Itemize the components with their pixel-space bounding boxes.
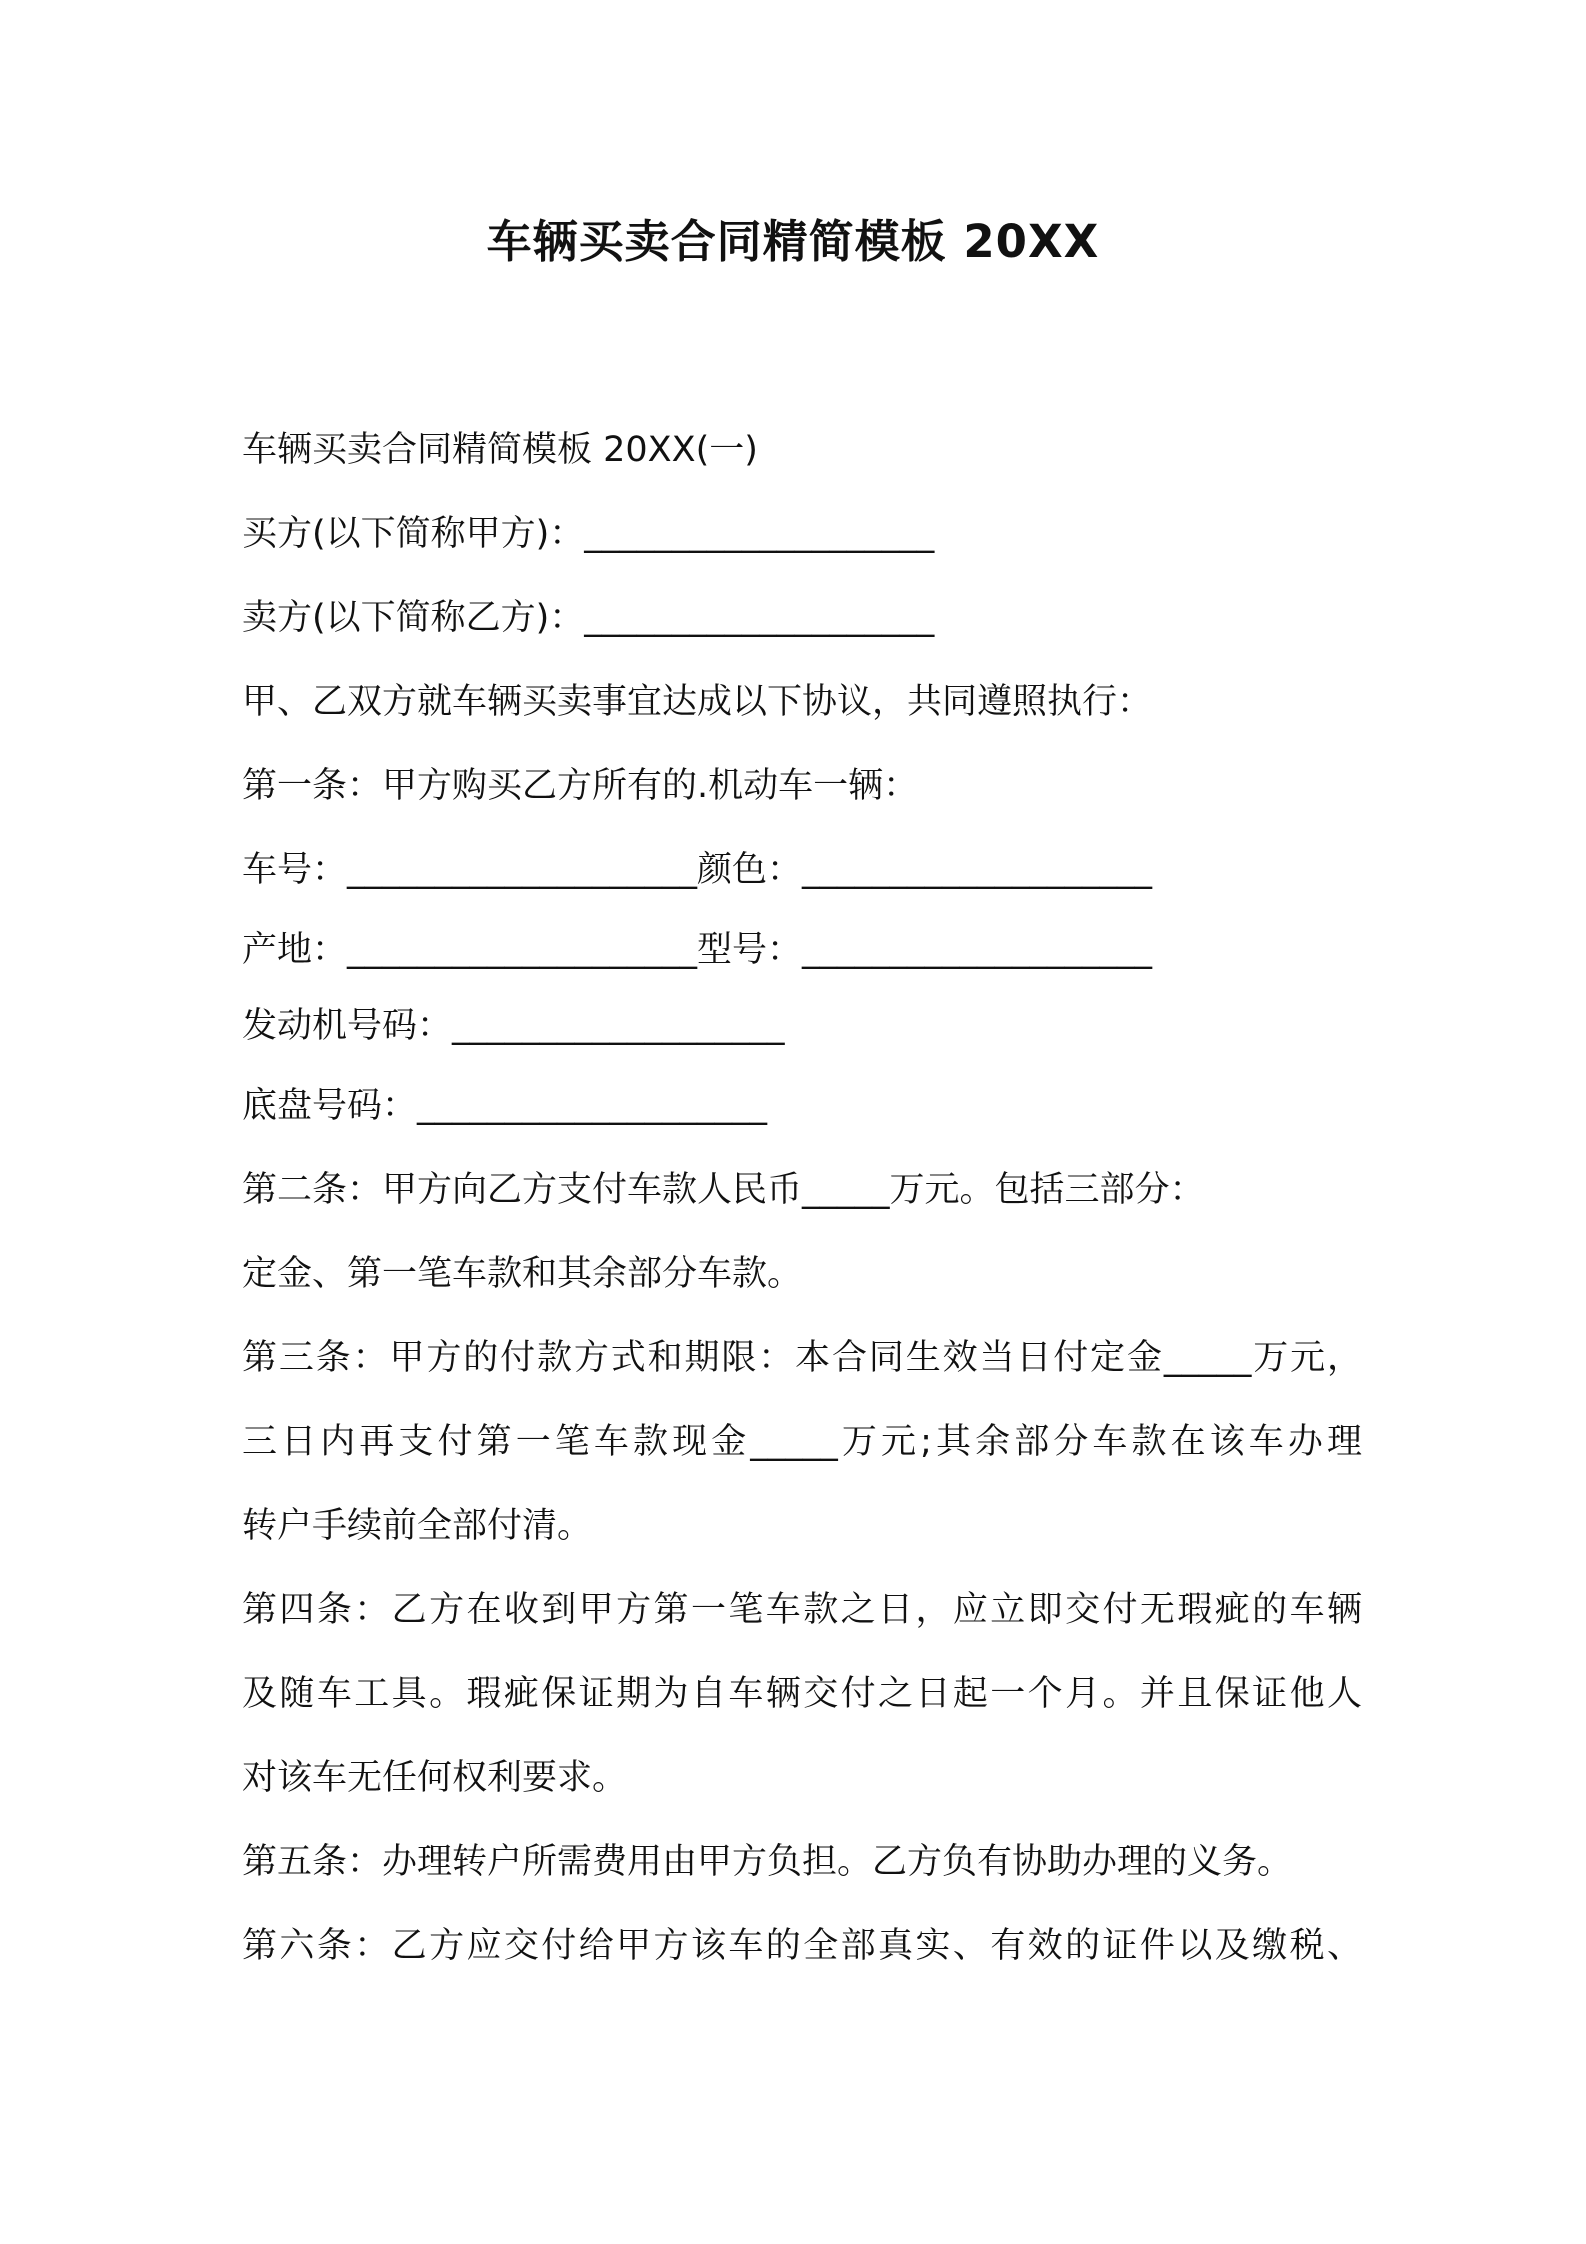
buyer-line: 买方(以下简称甲方)：____________________: [242, 514, 935, 554]
engine-number-line: 发动机号码：___________________: [242, 1006, 785, 1046]
plate-color-line: 车号：____________________颜色：____________________: [242, 850, 1153, 890]
article-5-line: 第五条：办理转户所需费用由甲方负担。乙方负有协助办理的义务。: [242, 1842, 1293, 1882]
article-3-line-3: 转户手续前全部付清。: [242, 1506, 593, 1546]
contract-body: [242, 408, 1362, 1988]
chassis-number-line: 底盘号码：____________________: [242, 1086, 768, 1126]
article-4-line-2: 及随车工具。瑕疵保证期为自车辆交付之日起一个月。并且保证他人: [242, 1674, 1362, 1714]
agreement-intro-line: 甲、乙双方就车辆买卖事宜达成以下协议，共同遵照执行：: [242, 682, 1153, 722]
article-2-line-1: 第二条：甲方向乙方支付车款人民币_____万元。包括三部分：: [242, 1170, 1205, 1210]
article-6-line-1: 第六条：乙方应交付给甲方该车的全部真实、有效的证件以及缴税、: [242, 1926, 1362, 1966]
article-4-line-1: 第四条：乙方在收到甲方第一笔车款之日，应立即交付无瑕疵的车辆: [242, 1590, 1362, 1630]
seller-line: 卖方(以下简称乙方)：____________________: [242, 598, 935, 638]
origin-model-line: 产地：____________________型号：____________________: [242, 930, 1153, 970]
article-1-line: 第一条：甲方购买乙方所有的.机动车一辆：: [242, 766, 919, 806]
article-4-line-3: 对该车无任何权利要求。: [242, 1758, 628, 1798]
article-3-line-2: 三日内再支付第一笔车款现金_____万元;其余部分车款在该车办理: [242, 1422, 1362, 1462]
document-title: 车辆买卖合同精简模板 20XX: [486, 215, 1100, 268]
article-2-line-2: 定金、第一笔车款和其余部分车款。: [242, 1254, 803, 1294]
subtitle-line: 车辆买卖合同精简模板 20XX(一): [242, 430, 758, 470]
article-3-line-1: 第三条：甲方的付款方式和期限：本合同生效当日付定金_____万元，: [242, 1338, 1362, 1378]
